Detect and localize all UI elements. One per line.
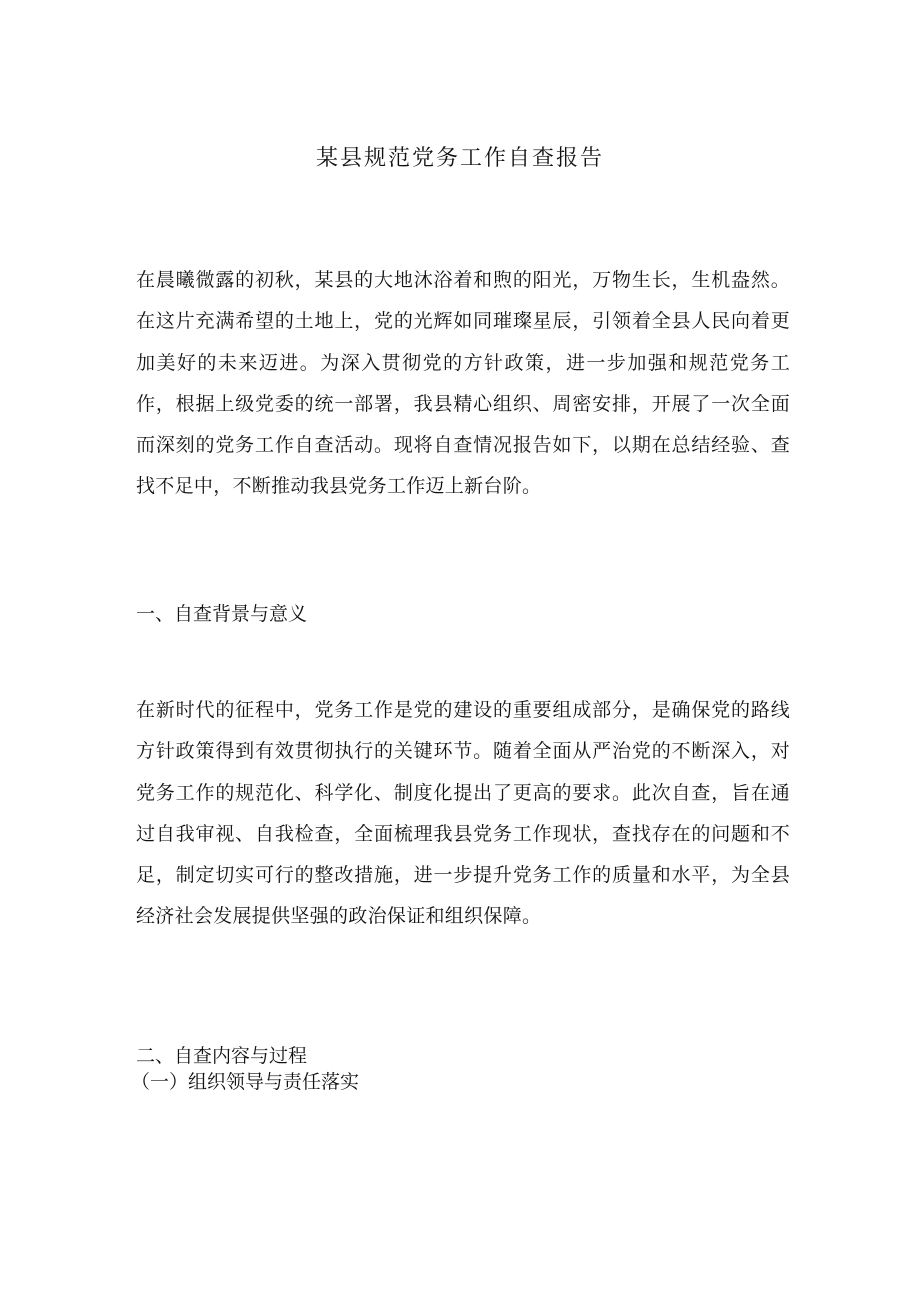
subsection-heading-organization: （一）组织领导与责任落实: [131, 1071, 360, 1093]
section-paragraph-background: 在新时代的征程中，党务工作是党的建设的重要组成部分，是确保党的路线方针政策得到有效贯彻执行的关键环节。随着全面从严治党的不断深入，对党务工作的规范化、科学化、制度化提出了更高的要求。此次自查，旨在通过自我审视、自我检查，全面梳理我县党务工作现状，查找存在的问题和不足，制定切实可行的整改措施，进一步提升党务工作的质量和水平，为全县经济社会发展提供坚强的政治保证和组织保障。: [136, 699, 790, 928]
intro-paragraph: 在晨曦微露的初秋，某县的大地沐浴着和煦的阳光，万物生长，生机盎然。在这片充满希望的土地上，党的光辉如同璀璨星辰，引领着全县人民向着更加美好的未来迈进。为深入贯彻党的方针政策，进一步加强和规范党务工作，根据上级党委的统一部署，我县精心组织、周密安排，开展了一次全面而深刻的党务工作自查活动。现将自查情况报告如下，以期在总结经验、查找不足中，不断推动我县党务工作迈上新台阶。: [136, 269, 790, 498]
section-heading-background: 一、自查背景与意义: [136, 603, 308, 625]
section-heading-content-process: 二、自查内容与过程: [136, 1045, 308, 1067]
document-title: 某县规范党务工作自查报告: [315, 146, 604, 171]
